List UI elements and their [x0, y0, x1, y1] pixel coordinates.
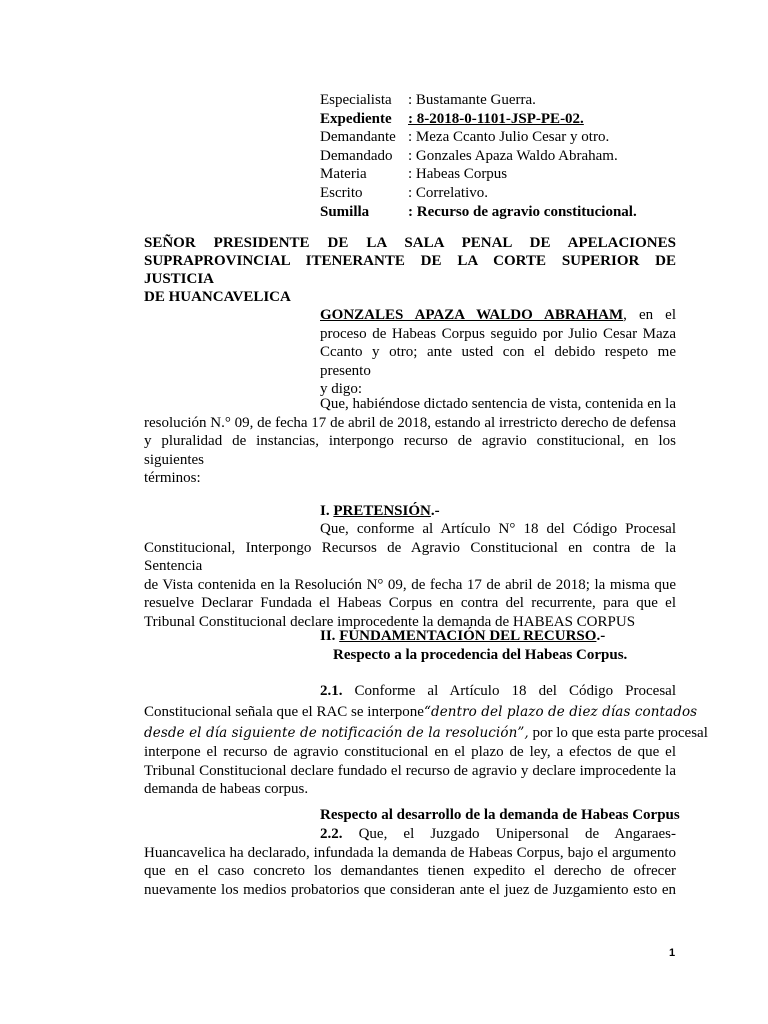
header-value: : Meza Ccanto Julio Cesar y otro.: [408, 129, 610, 146]
header-value: : Habeas Corpus: [408, 166, 508, 183]
header-label: Especialista: [320, 92, 392, 108]
addressee-line: DE HUANCAVELICA: [144, 289, 291, 305]
section-suffix: .-: [596, 628, 606, 644]
header-value: : Recurso de agravio constitucional.: [408, 203, 637, 220]
paragraph-line: [320, 825, 676, 844]
intro-paragraph: [320, 306, 676, 399]
header-row-demandante: [320, 128, 637, 147]
intro-text: , en el: [623, 307, 676, 323]
subheading-desarrollo: Respecto al desarrollo de la demanda de Habeas Corpus: [320, 807, 680, 823]
paragraph-line: Que, conforme al Artículo N° 18 del Código Procesal: [320, 521, 676, 537]
header-value: : Gonzales Apaza Waldo Abraham.: [408, 147, 618, 164]
paragraph-line: nuevamente los medios probatorios que consideran ante el juez de Juzgamiento esto en: [144, 881, 676, 898]
paragraph-line: Constitucional, Interpongo Recursos de Agravio Constitucional en contra de la Sentencia: [144, 539, 676, 574]
addressee-line: SEÑOR PRESIDENTE DE LA SALA PENAL DE APELACIONES: [144, 235, 676, 251]
paragraph-line: Tribunal Constitucional declare fundado el recurso de agravio y declare improcedente la: [144, 762, 676, 779]
paragraph-line: que en el caso concreto los demandantes tienen expedito el derecho de ofrecer: [144, 863, 676, 879]
pretension-paragraph: [144, 520, 676, 631]
addressee: [144, 234, 676, 306]
page-number: 1: [669, 947, 676, 959]
section-suffix: .-: [430, 503, 440, 519]
opening-paragraph: [144, 395, 676, 488]
subheading-procedencia: Respecto a la procedencia del Habeas Corpus.: [333, 647, 628, 663]
paragraph-line: [144, 723, 708, 743]
header-row-especialista: [320, 91, 637, 110]
paragraph-line: resolución N.° 09, de fecha 17 de abril de 2018, estando al irrestricto derecho de defensa: [144, 414, 676, 431]
paragraph-line: [320, 681, 676, 701]
paragraph-line: Huancavelica ha declarado, infundada la demanda de Habeas Corpus, bajo el argumento: [144, 844, 676, 861]
header-label: Expediente: [320, 110, 392, 127]
intro-line: y digo:: [320, 381, 363, 397]
paragraph-line: interpone el recurso de agravio constitucional en el plazo de ley, a efectos de que el: [144, 744, 676, 760]
point-text: Conforme al Artículo 18 del Código Procesal: [342, 683, 676, 699]
header-label: Demandante: [320, 129, 396, 146]
quoted-text: desde el día siguiente de notificación de la resolución”,: [144, 725, 529, 741]
header-label: Materia: [320, 166, 367, 183]
addressee-line: SUPRAPROVINCIAL ITENERANTE DE LA CORTE SUPERIOR DE JUSTICIA: [144, 253, 676, 287]
header-label: Escrito: [320, 184, 363, 201]
point-number: 2.1.: [320, 683, 343, 699]
header-row-escrito: [320, 184, 637, 203]
intro-line: proceso de Habeas Corpus seguido por Julio Cesar Maza: [320, 325, 676, 342]
intro-line: [320, 306, 676, 325]
section-heading-fundamentacion: [320, 627, 676, 646]
paragraph-line: resuelve Declarar Fundada el Habeas Corpus en contra del recurrente, para que el: [144, 595, 676, 611]
header-row-demandado: [320, 147, 637, 166]
header-value: : Correlativo.: [408, 184, 488, 201]
section-title: PRETENSIÓN: [333, 503, 431, 519]
header-row-sumilla: [320, 203, 637, 222]
paragraph-line: [144, 702, 698, 722]
section-heading-pretension: [320, 502, 676, 521]
paragraph-line: y pluralidad de instancias, interpongo recurso de agravio constitucional, en los siguientes: [144, 433, 676, 468]
section-number: II.: [320, 628, 340, 644]
header-label: Demandado: [320, 147, 393, 164]
petitioner-name: GONZALES APAZA WALDO ABRAHAM: [320, 307, 624, 323]
section-number: I.: [320, 503, 334, 519]
header-row-expediente: [320, 110, 637, 129]
paragraph-line: demanda de habeas corpus.: [144, 781, 309, 797]
section-title: FUNDAMENTACIÓN DEL RECURSO: [339, 628, 597, 644]
header-label: Sumilla: [320, 203, 370, 220]
paragraph-line: términos:: [144, 470, 201, 486]
header-row-materia: [320, 165, 637, 184]
point-2-2: [144, 825, 676, 899]
point-2-1: [144, 681, 708, 799]
header-value: : 8-2018-0-1101-JSP-PE-02.: [408, 110, 584, 127]
paragraph-line: de Vista contenida en la Resolución N° 09, de fecha 17 de abril de 2018; la misma que: [144, 576, 676, 593]
paragraph-line: Que, habiéndose dictado sentencia de vista, contenida en la: [320, 396, 676, 412]
point-text: por lo que esta parte procesal: [528, 725, 708, 741]
paragraph-line: Tribunal Constitucional declare improcedente la demanda de HABEAS CORPUS: [144, 613, 636, 630]
point-text: Constitucional señala que el RAC se interpone: [144, 704, 424, 720]
point-text: Que, el Juzgado Unipersonal de Angaraes-: [342, 826, 676, 842]
point-number: 2.2.: [320, 826, 343, 842]
quoted-text: “dentro del plazo de diez días contados: [423, 704, 698, 720]
case-header: [320, 91, 637, 221]
intro-line: Ccanto y otro; ante usted con el debido respeto me presento: [320, 344, 676, 379]
header-value: : Bustamante Guerra.: [408, 92, 536, 108]
